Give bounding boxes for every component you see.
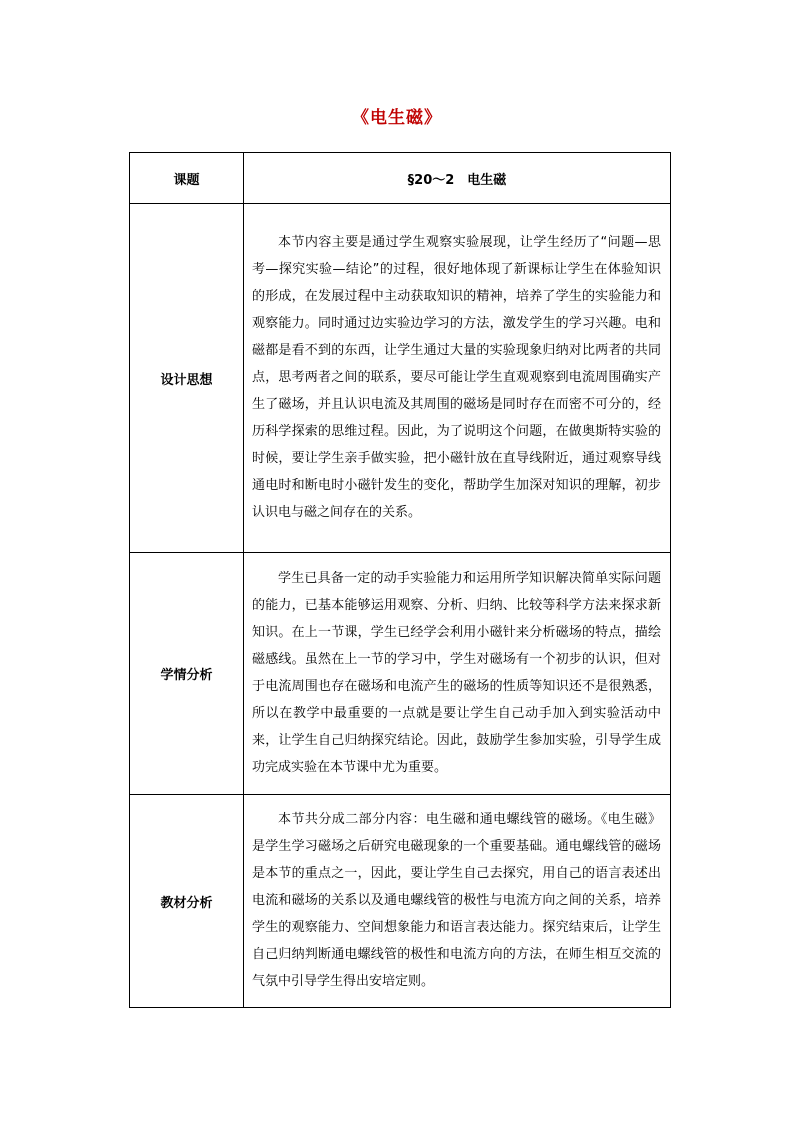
row-content-material-analysis (244, 795, 671, 1008)
design-idea-text: 本节内容主要是通过学生观察实验展现，让学生经历了“问题—思考—探究实验—结论”的过程，很好地体现了新课标让学生在体验知识的形成，在发展过程中主动获取知识的精神，培养了学生的实验能力和观察能力。同时通过边实验边学习的方法，激发学生的学习兴趣。电和磁都是看不到的东西，让学生通过大量的实验现象归纳对比两者的共同点，思考两者之间的联系，要尽可能让学生直观观察到电流周围确实产生了磁场，并且认识电流及其周围的磁场是同时存在而密不可分的，经历科学探索的思维过程。因此，为了说明这个问题，在做奥斯特实验的时候，要让学生亲手做实验，把小磁针放在直导线附近，通过观察导线通电时和断电时小磁针发生的变化，帮助学生加深对知识的理解，初步认识电与磁之间存在的关系。 (252, 235, 661, 520)
student-analysis-text: 学生已具备一定的动手实验能力和运用所学知识解决简单实际问题的能力，已基本能够运用观察、分析、归纳、比较等科学方法来探求新知识。在上一节课，学生已经学会利用小磁针来分析磁场的特点，描绘磁感线。虽然在上一节的学习中，学生对磁场有一个初步的认识，但对于电流周围也存在磁场和电流产生的磁场的性质等知识还不是很熟悉，所以在教学中最重要的一点就是要让学生自己动手加入到实验活动中来，让学生自己归纳探究结论。因此，鼓励学生参加实验，引导学生成功完成实验在本节课中尤为重要。 (252, 571, 661, 775)
topic-value: §20～2 电生磁 (244, 153, 671, 204)
row-label-student-analysis: 学情分析 (130, 553, 244, 795)
row-label-material-analysis: 教材分析 (130, 795, 244, 1008)
table-row-topic (130, 153, 671, 204)
table-row-design-idea (130, 204, 671, 553)
table-row-student-analysis (130, 553, 671, 795)
table-row-material-analysis (130, 795, 671, 1008)
row-content-design-idea (244, 204, 671, 553)
row-content-student-analysis (244, 553, 671, 795)
row-label-design-idea: 设计思想 (130, 204, 244, 553)
row-label-topic: 课题 (130, 153, 244, 204)
document-title: 《电生磁》 (352, 108, 442, 128)
material-analysis-text: 本节共分成二部分内容：电生磁和通电螺线管的磁场。《电生磁》是学生学习磁场之后研究电磁现象的一个重要基础。通电螺线管的磁场是本节的重点之一，因此，要让学生自己去探究，用自己的语言表述出电流和磁场的关系以及通电螺线管的极性与电流方向之间的关系，培养学生的观察能力、空间想象能力和语言表达能力。探究结束后，让学生自己归纳判断通电螺线管的极性和电流方向的方法，在师生相互交流的气氛中引导学生得出安培定则。 (252, 812, 661, 989)
lesson-plan-table (129, 152, 671, 1008)
